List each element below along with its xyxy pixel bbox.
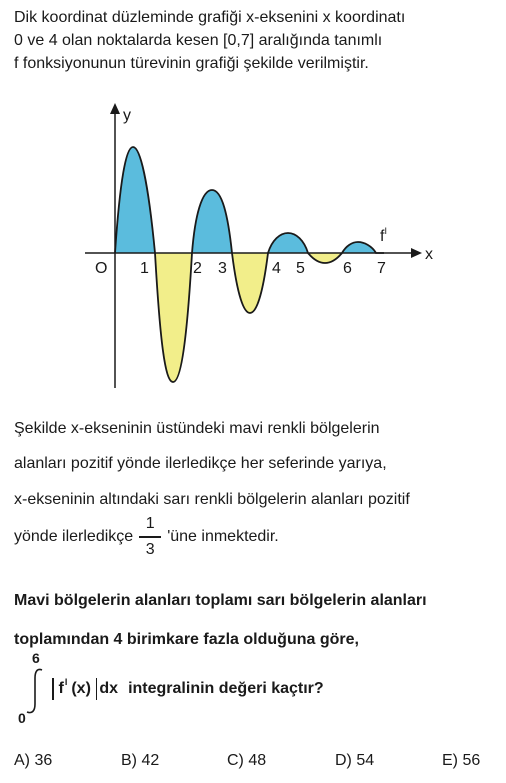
integrand-arg: (x) bbox=[71, 680, 91, 697]
integrand-f: f bbox=[58, 680, 64, 697]
fraction-bar bbox=[139, 536, 161, 538]
curve-label bbox=[380, 226, 387, 245]
integral-lower-limit: 0 bbox=[18, 710, 26, 726]
answer-choice-c[interactable]: C) 48 bbox=[227, 752, 267, 769]
one-third-fraction bbox=[139, 514, 161, 560]
integral-question-text: integralinin değeri kaçtır? bbox=[128, 680, 324, 697]
question-line-2: toplamından 4 birimkare fazla olduğuna göre, bbox=[14, 631, 359, 648]
integral-sign-icon bbox=[22, 666, 52, 716]
y-axis-label: y bbox=[123, 107, 131, 124]
explanation-line-4-before: yönde ilerledikçe bbox=[14, 527, 134, 545]
integral-upper-limit: 6 bbox=[32, 650, 40, 666]
explanation-line-2: alanları pozitif yönde ilerledikçe her seferinde yarıya, bbox=[14, 455, 387, 472]
explanation-line-3: x-ekseninin altındaki sarı renkli bölgelerin alanları pozitif bbox=[14, 491, 410, 508]
blue-region-2 bbox=[192, 190, 232, 253]
intro-line-1: Dik koordinat düzleminde grafiği x-eksenini x koordinatı bbox=[14, 9, 406, 26]
explanation-line-4-after: 'üne inmektedir. bbox=[167, 527, 279, 545]
x-tick-4: 4 bbox=[272, 260, 281, 277]
x-tick-6: 6 bbox=[343, 260, 352, 277]
curve-label-f: f bbox=[380, 228, 385, 245]
explanation-line-4 bbox=[14, 514, 279, 560]
integral-expression bbox=[14, 650, 494, 730]
negative-regions bbox=[155, 253, 342, 382]
x-tick-5: 5 bbox=[296, 260, 305, 277]
blue-region-3 bbox=[268, 233, 308, 253]
answer-choice-e[interactable]: E) 56 bbox=[442, 752, 481, 769]
abs-bar-right bbox=[96, 678, 98, 700]
yellow-region-1 bbox=[155, 253, 192, 382]
integrand-dx: dx bbox=[99, 680, 119, 697]
fraction-numerator: 1 bbox=[145, 515, 155, 532]
x-tick-1: 1 bbox=[140, 260, 149, 277]
integrand bbox=[52, 678, 324, 700]
x-tick-7: 7 bbox=[377, 260, 386, 277]
answer-choices bbox=[14, 752, 494, 778]
answer-choice-d[interactable]: D) 54 bbox=[335, 752, 375, 769]
intro-line-3: f fonksiyonunun türevinin grafiği şekilde verilmiştir. bbox=[14, 55, 369, 72]
x-tick-3: 3 bbox=[218, 260, 227, 277]
explanation-line-1: Şekilde x-ekseninin üstündeki mavi renkli bölgelerin bbox=[14, 420, 380, 437]
answer-choice-a[interactable]: A) 36 bbox=[14, 752, 53, 769]
x-axis-arrow-icon bbox=[411, 248, 422, 258]
question-line-1: Mavi bölgelerin alanları toplamı sarı bölgelerin alanları bbox=[14, 592, 427, 609]
fraction-denominator: 3 bbox=[145, 540, 155, 558]
integrand-prime: I bbox=[64, 677, 68, 687]
x-axis-label: x bbox=[425, 246, 433, 263]
answer-choice-b[interactable]: B) 42 bbox=[121, 752, 160, 769]
x-tick-2: 2 bbox=[193, 260, 202, 277]
intro-line-2: 0 ve 4 olan noktalarda kesen [0,7] aralığında tanımlı bbox=[14, 32, 383, 49]
abs-bar-left bbox=[52, 678, 54, 700]
y-axis-arrow-icon bbox=[110, 103, 120, 114]
origin-label: O bbox=[95, 260, 108, 277]
curve-label-prime: I bbox=[384, 226, 387, 236]
